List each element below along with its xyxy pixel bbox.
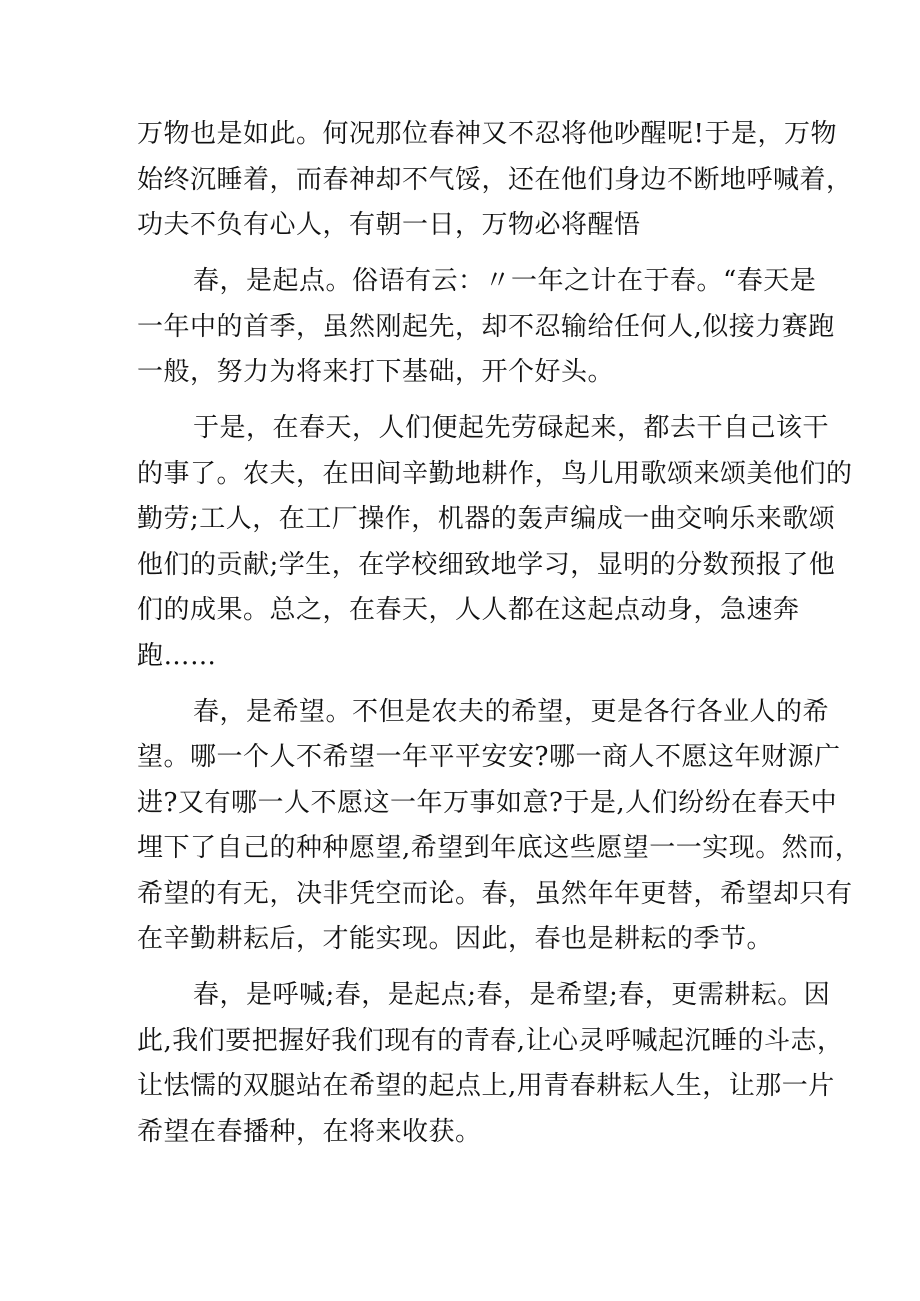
paragraph-line: 春，是呼喊;春，是起点;春，是希望;春，更需耕耘。因	[193, 980, 831, 1010]
paragraph-2	[137, 259, 835, 396]
paragraph-1	[137, 112, 853, 249]
paragraph-line: 春，是希望。不但是农夫的希望，更是各行各业人的希	[193, 696, 830, 727]
paragraph-line: 望。哪一个人不希望一年平平安安?哪一商人不愿这年财源广	[137, 742, 841, 772]
paragraph-line: 春，是起点。俗语有云：〃一年之计在于春。“春天是	[193, 266, 817, 296]
paragraph-line: 希望的有无，决非凭空而论。春，虽然年年更替，希望却只有	[137, 878, 853, 909]
paragraph-line: 一般，努力为将来打下基础，开个好头。	[137, 357, 615, 387]
paragraph-line: 于是，在春天，人们便起先劳碌起来，都去干自己该干	[193, 413, 830, 443]
paragraph-line: 在辛勤耕耘后，才能实现。因此，春也是耕耘的季节。	[137, 924, 774, 954]
paragraph-line: 的事了。农夫，在田间辛勤地耕作，鸟儿用歌颂来颂美他们的	[137, 458, 853, 489]
paragraph-line: 他们的贡献;学生，在学校细致地学习，显明的分数预报了他	[137, 549, 836, 580]
paragraph-line: 万物也是如此。何况那位春神又不忍将他吵醒呢!于是，万物	[137, 119, 837, 149]
paragraph-line: 进?又有哪一人不愿这一年万事如意?于是,人们纷纷在春天中	[137, 787, 838, 818]
paragraph-3	[137, 406, 853, 679]
paragraph-line: 功夫不负有心人，有朝一日，万物必将醒悟	[137, 210, 641, 240]
paragraph-line: 勤劳;工人，在工厂操作，机器的轰声编成一曲交响乐来歌颂	[137, 504, 836, 534]
paragraph-5	[137, 973, 844, 1155]
paragraph-4	[137, 690, 862, 963]
paragraph-line: 始终沉睡着，而春神却不气馁，还在他们身边不断地呼喊着，	[137, 164, 853, 195]
paragraph-line: 此,我们要把握好我们现有的青春,让心灵呼喊起沉睡的斗志，	[137, 1025, 844, 1056]
paragraph-line: 埋下了自己的种种愿望,希望到年底这些愿望一一实现。然而，	[137, 833, 862, 863]
paragraph-line: 们的成果。总之，在春天，人人都在这起点动身，急速奔	[137, 595, 800, 625]
paragraph-line: 让怯懦的双腿站在希望的起点上,用青春耕耘人生，让那一片	[137, 1071, 835, 1101]
paragraph-line: 跑……	[137, 640, 217, 671]
paragraph-line: 希望在春播种，在将来收获。	[137, 1116, 482, 1147]
document-body	[137, 112, 862, 1166]
paragraph-line: 一年中的首季，虽然刚起先，却不忍输给任何人,似接力赛跑	[137, 311, 835, 342]
